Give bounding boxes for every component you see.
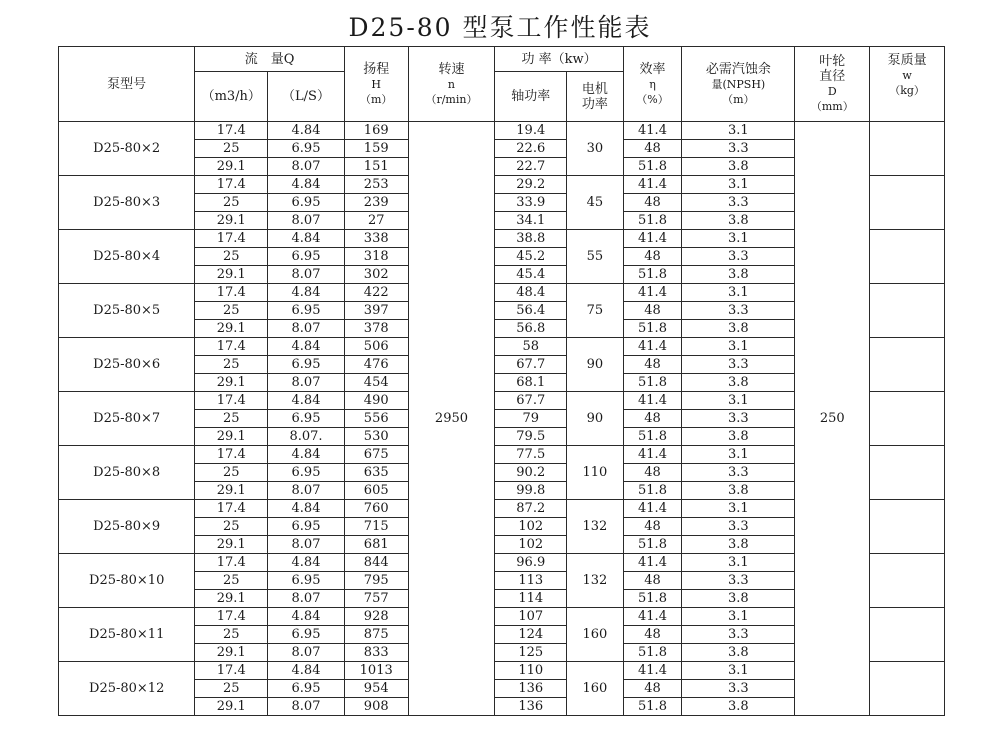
shaft-power-cell: 45.2 — [495, 248, 567, 266]
header-mass — [870, 47, 945, 122]
efficiency-cell: 51.8 — [623, 266, 682, 284]
flow-m3h-cell: 17.4 — [195, 392, 268, 410]
mass-cell — [870, 608, 945, 662]
shaft-power-cell: 79 — [495, 410, 567, 428]
flow-m3h-cell: 29.1 — [195, 158, 268, 176]
header-efficiency-line1: 效率 — [639, 61, 666, 77]
efficiency-cell: 41.4 — [623, 554, 682, 572]
shaft-power-cell: 124 — [495, 626, 567, 644]
efficiency-cell: 48 — [623, 464, 682, 482]
flow-ls-cell: 4.84 — [268, 230, 345, 248]
head-cell: 844 — [344, 554, 408, 572]
efficiency-cell: 51.8 — [623, 482, 682, 500]
flow-ls-cell: 6.95 — [268, 248, 345, 266]
efficiency-cell: 48 — [623, 518, 682, 536]
model-name-cell: D25-80×10 — [59, 554, 195, 608]
header-mass-line3: （kg） — [889, 84, 925, 97]
flow-m3h-cell: 17.4 — [195, 176, 268, 194]
flow-m3h-cell: 29.1 — [195, 374, 268, 392]
model-name-cell: D25-80×12 — [59, 662, 195, 716]
npsh-cell: 3.8 — [682, 266, 795, 284]
motor-power-cell: 90 — [567, 338, 624, 392]
npsh-cell: 3.3 — [682, 572, 795, 590]
head-cell: 635 — [344, 464, 408, 482]
npsh-cell: 3.8 — [682, 536, 795, 554]
efficiency-cell: 48 — [623, 194, 682, 212]
shaft-power-cell: 67.7 — [495, 356, 567, 374]
npsh-cell: 3.3 — [682, 302, 795, 320]
shaft-power-cell: 79.5 — [495, 428, 567, 446]
shaft-power-cell: 99.8 — [495, 482, 567, 500]
shaft-power-cell: 113 — [495, 572, 567, 590]
efficiency-cell: 41.4 — [623, 122, 682, 140]
flow-ls-cell: 8.07. — [268, 428, 345, 446]
head-cell: 338 — [344, 230, 408, 248]
mass-cell — [870, 446, 945, 500]
table-row — [59, 122, 945, 140]
shaft-power-cell: 68.1 — [495, 374, 567, 392]
shaft-power-cell: 38.8 — [495, 230, 567, 248]
flow-ls-cell: 4.84 — [268, 608, 345, 626]
head-cell: 556 — [344, 410, 408, 428]
header-efficiency-line2: η — [649, 77, 656, 91]
header-impeller-line1: 叶轮 — [819, 54, 846, 69]
header-speed-line1: 转速 — [438, 61, 465, 77]
flow-ls-cell: 4.84 — [268, 446, 345, 464]
flow-ls-cell: 8.07 — [268, 374, 345, 392]
flow-ls-cell: 8.07 — [268, 644, 345, 662]
flow-m3h-cell: 25 — [195, 356, 268, 374]
header-efficiency-line3: （%） — [636, 92, 669, 106]
head-cell: 681 — [344, 536, 408, 554]
flow-m3h-cell: 25 — [195, 518, 268, 536]
npsh-cell: 3.1 — [682, 554, 795, 572]
flow-m3h-cell: 17.4 — [195, 554, 268, 572]
motor-power-cell: 110 — [567, 446, 624, 500]
flow-m3h-cell: 29.1 — [195, 644, 268, 662]
efficiency-cell: 41.4 — [623, 338, 682, 356]
table-header — [59, 47, 945, 122]
head-cell: 169 — [344, 122, 408, 140]
flow-ls-cell: 6.95 — [268, 680, 345, 698]
npsh-cell: 3.8 — [682, 374, 795, 392]
head-cell: 27 — [344, 212, 408, 230]
flow-m3h-cell: 25 — [195, 572, 268, 590]
motor-power-cell: 30 — [567, 122, 624, 176]
header-npsh-line1: 必需汽蚀余 — [705, 61, 771, 77]
mass-cell — [870, 500, 945, 554]
npsh-cell: 3.8 — [682, 428, 795, 446]
header-impeller — [795, 47, 870, 122]
head-cell: 833 — [344, 644, 408, 662]
header-speed-line3: （r/min） — [425, 92, 478, 106]
flow-m3h-cell: 17.4 — [195, 608, 268, 626]
model-name-cell: D25-80×6 — [59, 338, 195, 392]
flow-ls-cell: 8.07 — [268, 320, 345, 338]
efficiency-cell: 41.4 — [623, 608, 682, 626]
head-cell: 476 — [344, 356, 408, 374]
header-head-line3: （m） — [359, 92, 393, 106]
npsh-cell: 3.3 — [682, 248, 795, 266]
flow-ls-cell: 6.95 — [268, 140, 345, 158]
shaft-power-cell: 87.2 — [495, 500, 567, 518]
efficiency-cell: 48 — [623, 140, 682, 158]
flow-ls-cell: 6.95 — [268, 464, 345, 482]
head-cell: 757 — [344, 590, 408, 608]
flow-m3h-cell: 17.4 — [195, 446, 268, 464]
flow-ls-cell: 4.84 — [268, 338, 345, 356]
npsh-cell: 3.8 — [682, 320, 795, 338]
head-cell: 397 — [344, 302, 408, 320]
head-cell: 1013 — [344, 662, 408, 680]
shaft-power-cell: 19.4 — [495, 122, 567, 140]
npsh-cell: 3.3 — [682, 410, 795, 428]
model-name-cell: D25-80×11 — [59, 608, 195, 662]
flow-ls-cell: 4.84 — [268, 500, 345, 518]
header-head — [344, 47, 408, 122]
efficiency-cell: 41.4 — [623, 500, 682, 518]
efficiency-cell: 51.8 — [623, 212, 682, 230]
npsh-cell: 3.1 — [682, 392, 795, 410]
shaft-power-cell: 56.4 — [495, 302, 567, 320]
header-motor-power — [567, 72, 624, 122]
header-head-line2: H — [371, 77, 381, 91]
mass-cell — [870, 284, 945, 338]
shaft-power-cell: 56.8 — [495, 320, 567, 338]
flow-m3h-cell: 17.4 — [195, 284, 268, 302]
flow-m3h-cell: 17.4 — [195, 662, 268, 680]
npsh-cell: 3.3 — [682, 626, 795, 644]
flow-ls-cell: 8.07 — [268, 482, 345, 500]
shaft-power-cell: 22.7 — [495, 158, 567, 176]
flow-m3h-cell: 25 — [195, 302, 268, 320]
npsh-cell: 3.1 — [682, 122, 795, 140]
flow-m3h-cell: 25 — [195, 194, 268, 212]
flow-ls-cell: 6.95 — [268, 194, 345, 212]
npsh-cell: 3.1 — [682, 608, 795, 626]
npsh-cell: 3.3 — [682, 356, 795, 374]
flow-ls-cell: 8.07 — [268, 212, 345, 230]
shaft-power-cell: 107 — [495, 608, 567, 626]
flow-ls-cell: 8.07 — [268, 536, 345, 554]
flow-ls-cell: 6.95 — [268, 302, 345, 320]
mass-cell — [870, 554, 945, 608]
shaft-power-cell: 22.6 — [495, 140, 567, 158]
npsh-cell: 3.3 — [682, 464, 795, 482]
head-cell: 954 — [344, 680, 408, 698]
head-cell: 715 — [344, 518, 408, 536]
motor-power-cell: 55 — [567, 230, 624, 284]
flow-m3h-cell: 29.1 — [195, 320, 268, 338]
header-speed — [408, 47, 495, 122]
efficiency-cell: 51.8 — [623, 590, 682, 608]
shaft-power-cell: 125 — [495, 644, 567, 662]
shaft-power-cell: 102 — [495, 518, 567, 536]
flow-m3h-cell: 17.4 — [195, 500, 268, 518]
header-model: 泵型号 — [59, 47, 195, 122]
head-cell: 908 — [344, 698, 408, 716]
flow-m3h-cell: 17.4 — [195, 338, 268, 356]
impeller-cell: 250 — [795, 122, 870, 716]
efficiency-cell: 48 — [623, 410, 682, 428]
flow-ls-cell: 6.95 — [268, 410, 345, 428]
efficiency-cell: 51.8 — [623, 158, 682, 176]
flow-m3h-cell: 25 — [195, 626, 268, 644]
table-body — [59, 122, 945, 716]
flow-m3h-cell: 25 — [195, 248, 268, 266]
header-motor-power-line1: 电机 — [581, 81, 608, 97]
efficiency-cell: 48 — [623, 248, 682, 266]
npsh-cell: 3.8 — [682, 158, 795, 176]
header-motor-power-line2: 功率 — [581, 96, 608, 112]
model-name-cell: D25-80×4 — [59, 230, 195, 284]
mass-cell — [870, 662, 945, 716]
header-shaft-power: 轴功率 — [495, 72, 567, 122]
npsh-cell: 3.8 — [682, 590, 795, 608]
shaft-power-cell: 136 — [495, 698, 567, 716]
header-mass-line1: 泵质量 — [887, 53, 927, 68]
flow-m3h-cell: 29.1 — [195, 698, 268, 716]
flow-ls-cell: 4.84 — [268, 662, 345, 680]
npsh-cell: 3.3 — [682, 518, 795, 536]
npsh-cell: 3.1 — [682, 662, 795, 680]
efficiency-cell: 41.4 — [623, 284, 682, 302]
head-cell: 795 — [344, 572, 408, 590]
efficiency-cell: 48 — [623, 356, 682, 374]
motor-power-cell: 132 — [567, 500, 624, 554]
performance-table — [58, 46, 945, 716]
shaft-power-cell: 90.2 — [495, 464, 567, 482]
header-npsh — [682, 47, 795, 122]
efficiency-cell: 48 — [623, 302, 682, 320]
efficiency-cell: 48 — [623, 572, 682, 590]
shaft-power-cell: 110 — [495, 662, 567, 680]
npsh-cell: 3.3 — [682, 194, 795, 212]
flow-m3h-cell: 29.1 — [195, 482, 268, 500]
header-npsh-line3: （m） — [722, 92, 755, 106]
efficiency-cell: 51.8 — [623, 428, 682, 446]
mass-cell — [870, 230, 945, 284]
efficiency-cell: 51.8 — [623, 698, 682, 716]
mass-cell — [870, 122, 945, 176]
efficiency-cell: 41.4 — [623, 662, 682, 680]
header-flow: 流 量Q — [195, 47, 345, 72]
head-cell: 675 — [344, 446, 408, 464]
mass-cell — [870, 338, 945, 392]
npsh-cell: 3.1 — [682, 500, 795, 518]
shaft-power-cell: 96.9 — [495, 554, 567, 572]
shaft-power-cell: 34.1 — [495, 212, 567, 230]
flow-m3h-cell: 29.1 — [195, 590, 268, 608]
model-name-cell: D25-80×3 — [59, 176, 195, 230]
head-cell: 928 — [344, 608, 408, 626]
flow-m3h-cell: 25 — [195, 680, 268, 698]
motor-power-cell: 90 — [567, 392, 624, 446]
efficiency-cell: 41.4 — [623, 230, 682, 248]
flow-m3h-cell: 29.1 — [195, 266, 268, 284]
flow-m3h-cell: 25 — [195, 140, 268, 158]
motor-power-cell: 45 — [567, 176, 624, 230]
shaft-power-cell: 33.9 — [495, 194, 567, 212]
flow-ls-cell: 6.95 — [268, 518, 345, 536]
head-cell: 378 — [344, 320, 408, 338]
efficiency-cell: 41.4 — [623, 176, 682, 194]
efficiency-cell: 51.8 — [623, 320, 682, 338]
speed-cell: 2950 — [408, 122, 495, 716]
motor-power-cell: 132 — [567, 554, 624, 608]
shaft-power-cell: 48.4 — [495, 284, 567, 302]
model-name-cell: D25-80×9 — [59, 500, 195, 554]
shaft-power-cell: 77.5 — [495, 446, 567, 464]
npsh-cell: 3.3 — [682, 140, 795, 158]
npsh-cell: 3.1 — [682, 284, 795, 302]
header-speed-line2: n — [447, 77, 456, 91]
motor-power-cell: 160 — [567, 608, 624, 662]
npsh-cell: 3.1 — [682, 230, 795, 248]
flow-m3h-cell: 29.1 — [195, 212, 268, 230]
header-flow-m3h: （m3/h） — [195, 72, 268, 122]
flow-ls-cell: 4.84 — [268, 284, 345, 302]
npsh-cell: 3.1 — [682, 338, 795, 356]
header-head-line1: 扬程 — [363, 61, 390, 77]
flow-m3h-cell: 25 — [195, 464, 268, 482]
head-cell: 454 — [344, 374, 408, 392]
efficiency-cell: 48 — [623, 626, 682, 644]
head-cell: 422 — [344, 284, 408, 302]
flow-ls-cell: 8.07 — [268, 590, 345, 608]
head-cell: 506 — [344, 338, 408, 356]
header-power: 功 率（kw） — [495, 47, 623, 72]
flow-m3h-cell: 25 — [195, 410, 268, 428]
flow-m3h-cell: 29.1 — [195, 428, 268, 446]
flow-ls-cell: 4.84 — [268, 554, 345, 572]
npsh-cell: 3.8 — [682, 482, 795, 500]
head-cell: 239 — [344, 194, 408, 212]
efficiency-cell: 51.8 — [623, 374, 682, 392]
flow-ls-cell: 6.95 — [268, 572, 345, 590]
header-impeller-line4: （mm） — [810, 100, 854, 113]
shaft-power-cell: 102 — [495, 536, 567, 554]
npsh-cell: 3.8 — [682, 698, 795, 716]
header-efficiency — [623, 47, 682, 122]
flow-ls-cell: 8.07 — [268, 698, 345, 716]
head-cell: 159 — [344, 140, 408, 158]
efficiency-cell: 41.4 — [623, 446, 682, 464]
efficiency-cell: 41.4 — [623, 392, 682, 410]
head-cell: 490 — [344, 392, 408, 410]
flow-ls-cell: 6.95 — [268, 626, 345, 644]
head-cell: 760 — [344, 500, 408, 518]
head-cell: 302 — [344, 266, 408, 284]
model-name-cell: D25-80×5 — [59, 284, 195, 338]
efficiency-cell: 48 — [623, 680, 682, 698]
shaft-power-cell: 67.7 — [495, 392, 567, 410]
model-name-cell: D25-80×8 — [59, 446, 195, 500]
npsh-cell: 3.8 — [682, 212, 795, 230]
head-cell: 253 — [344, 176, 408, 194]
header-mass-line2: w — [902, 69, 912, 82]
shaft-power-cell: 136 — [495, 680, 567, 698]
flow-ls-cell: 6.95 — [268, 356, 345, 374]
flow-m3h-cell: 29.1 — [195, 536, 268, 554]
flow-ls-cell: 4.84 — [268, 176, 345, 194]
head-cell: 530 — [344, 428, 408, 446]
shaft-power-cell: 114 — [495, 590, 567, 608]
flow-ls-cell: 4.84 — [268, 122, 345, 140]
head-cell: 318 — [344, 248, 408, 266]
npsh-cell: 3.3 — [682, 680, 795, 698]
shaft-power-cell: 58 — [495, 338, 567, 356]
npsh-cell: 3.1 — [682, 446, 795, 464]
shaft-power-cell: 29.2 — [495, 176, 567, 194]
header-impeller-line2: 直径 — [819, 69, 846, 84]
mass-cell — [870, 176, 945, 230]
efficiency-cell: 51.8 — [623, 536, 682, 554]
efficiency-cell: 51.8 — [623, 644, 682, 662]
flow-ls-cell: 8.07 — [268, 158, 345, 176]
npsh-cell: 3.1 — [682, 176, 795, 194]
header-flow-ls: （L/S） — [268, 72, 345, 122]
model-name-cell: D25-80×7 — [59, 392, 195, 446]
mass-cell — [870, 392, 945, 446]
head-cell: 151 — [344, 158, 408, 176]
npsh-cell: 3.8 — [682, 644, 795, 662]
shaft-power-cell: 45.4 — [495, 266, 567, 284]
flow-ls-cell: 8.07 — [268, 266, 345, 284]
head-cell: 605 — [344, 482, 408, 500]
flow-m3h-cell: 17.4 — [195, 230, 268, 248]
page-title: D25-80 型泵工作性能表 — [348, 13, 652, 42]
head-cell: 875 — [344, 626, 408, 644]
model-name-cell: D25-80×2 — [59, 122, 195, 176]
flow-ls-cell: 4.84 — [268, 392, 345, 410]
motor-power-cell: 75 — [567, 284, 624, 338]
flow-m3h-cell: 17.4 — [195, 122, 268, 140]
header-impeller-line3: D — [827, 85, 837, 98]
header-npsh-line2: 量(NPSH) — [711, 77, 766, 91]
motor-power-cell: 160 — [567, 662, 624, 716]
